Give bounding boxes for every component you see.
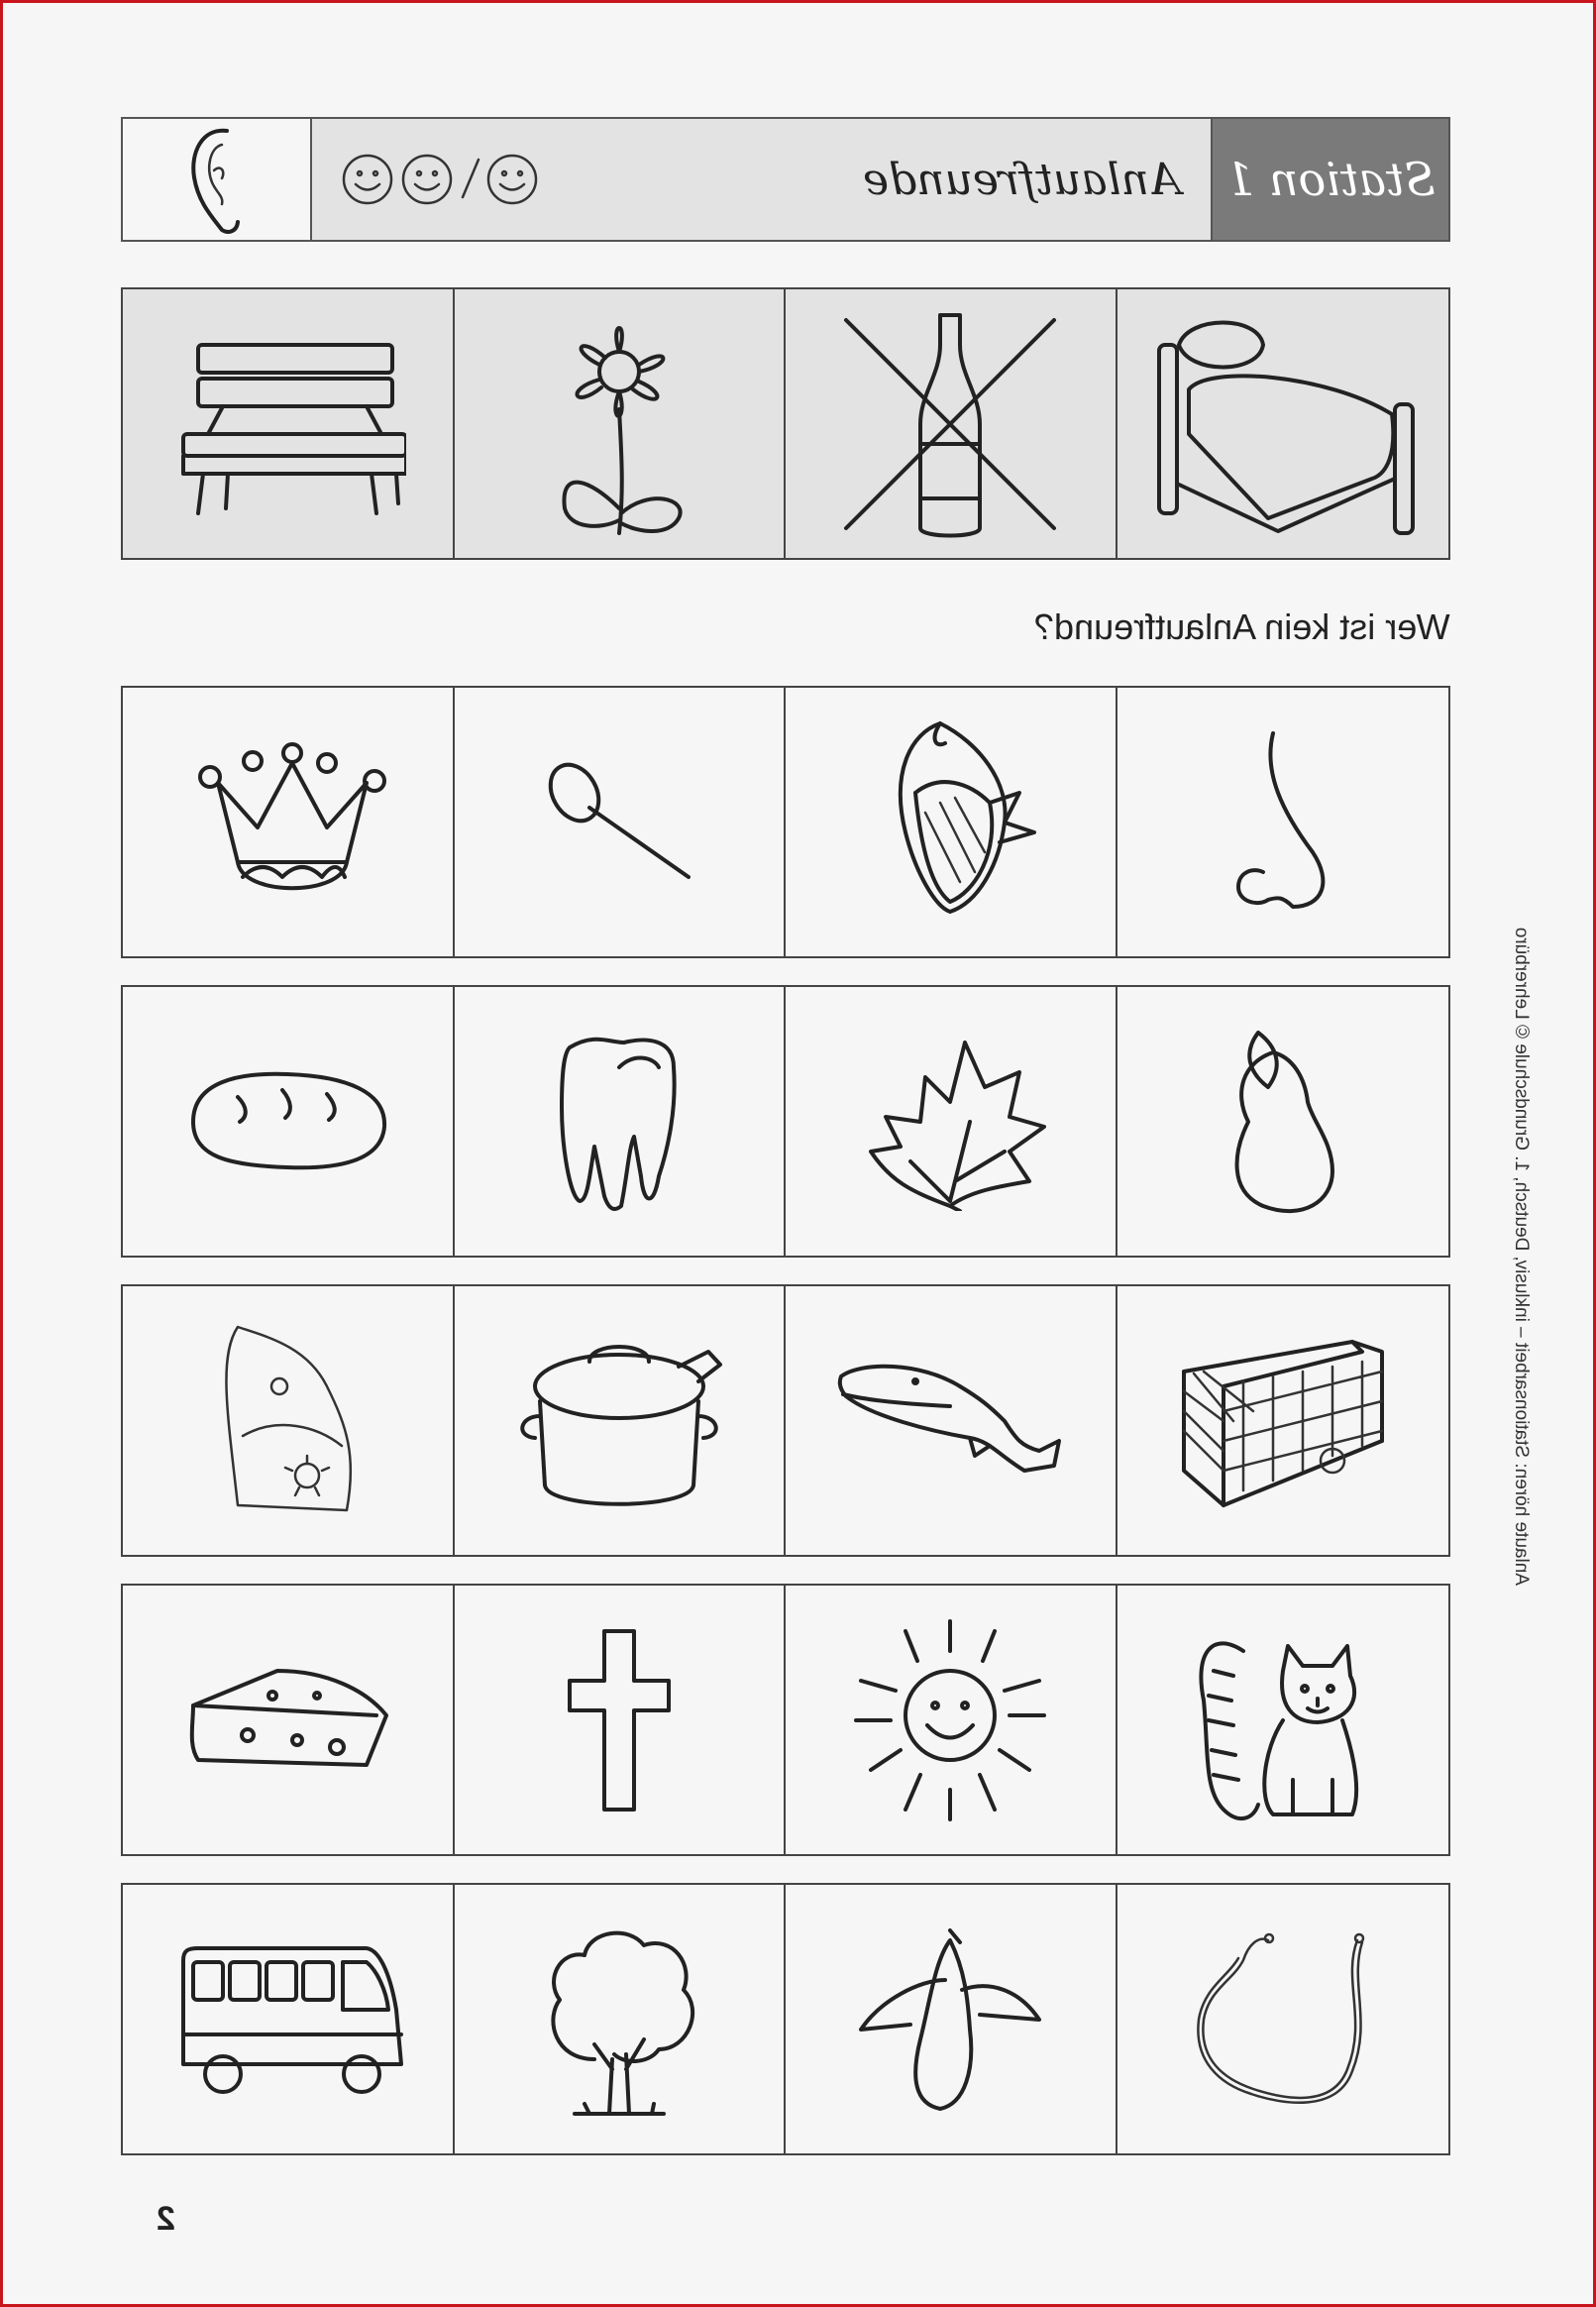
sun-icon xyxy=(786,1586,1117,1854)
page-number: 2 xyxy=(157,2200,175,2238)
bench-icon xyxy=(123,289,455,558)
tooth-icon xyxy=(455,987,787,1256)
ear-icon xyxy=(123,119,312,240)
bed-icon xyxy=(1117,289,1449,558)
bag-icon xyxy=(123,1286,455,1555)
whale-icon xyxy=(786,1286,1117,1555)
banana-icon xyxy=(786,1885,1117,2153)
picture-row-1 xyxy=(121,686,1450,958)
pear-icon xyxy=(1117,987,1449,1256)
copyright-text: Anlaute hören: Stationsarbeit – inklusiv, Deutsch, 1. Grundschule © Lehrerbüro xyxy=(1511,927,1532,1586)
station-title: Anlautfreunde xyxy=(863,154,1181,205)
example-row xyxy=(121,287,1450,560)
rating-smileys xyxy=(342,150,540,209)
rope-icon xyxy=(1117,1885,1449,2153)
picture-row-4 xyxy=(121,1584,1450,1856)
pot-icon xyxy=(455,1286,787,1555)
flower-icon xyxy=(455,289,787,558)
hazelnut-icon xyxy=(786,688,1117,956)
cross-icon xyxy=(455,1586,787,1854)
crown-icon xyxy=(123,688,455,956)
question-text: Wer ist kein Anlautfreund? xyxy=(1034,606,1450,647)
bottle-crossed-icon xyxy=(786,289,1117,558)
leaf-icon xyxy=(786,987,1117,1256)
tree-icon xyxy=(455,1885,787,2153)
cheese-icon xyxy=(123,1586,455,1854)
picture-row-3 xyxy=(121,1284,1450,1557)
picture-row-5 xyxy=(121,1883,1450,2155)
bread-icon xyxy=(123,987,455,1256)
picture-row-2 xyxy=(121,985,1450,1258)
pin-icon xyxy=(455,688,787,956)
cat-icon xyxy=(1117,1586,1449,1854)
bus-icon xyxy=(123,1885,455,2153)
nose-icon xyxy=(1117,688,1449,956)
goal-icon xyxy=(1117,1286,1449,1555)
station-label: Station 1 xyxy=(1211,119,1448,240)
station-header xyxy=(121,117,1450,242)
